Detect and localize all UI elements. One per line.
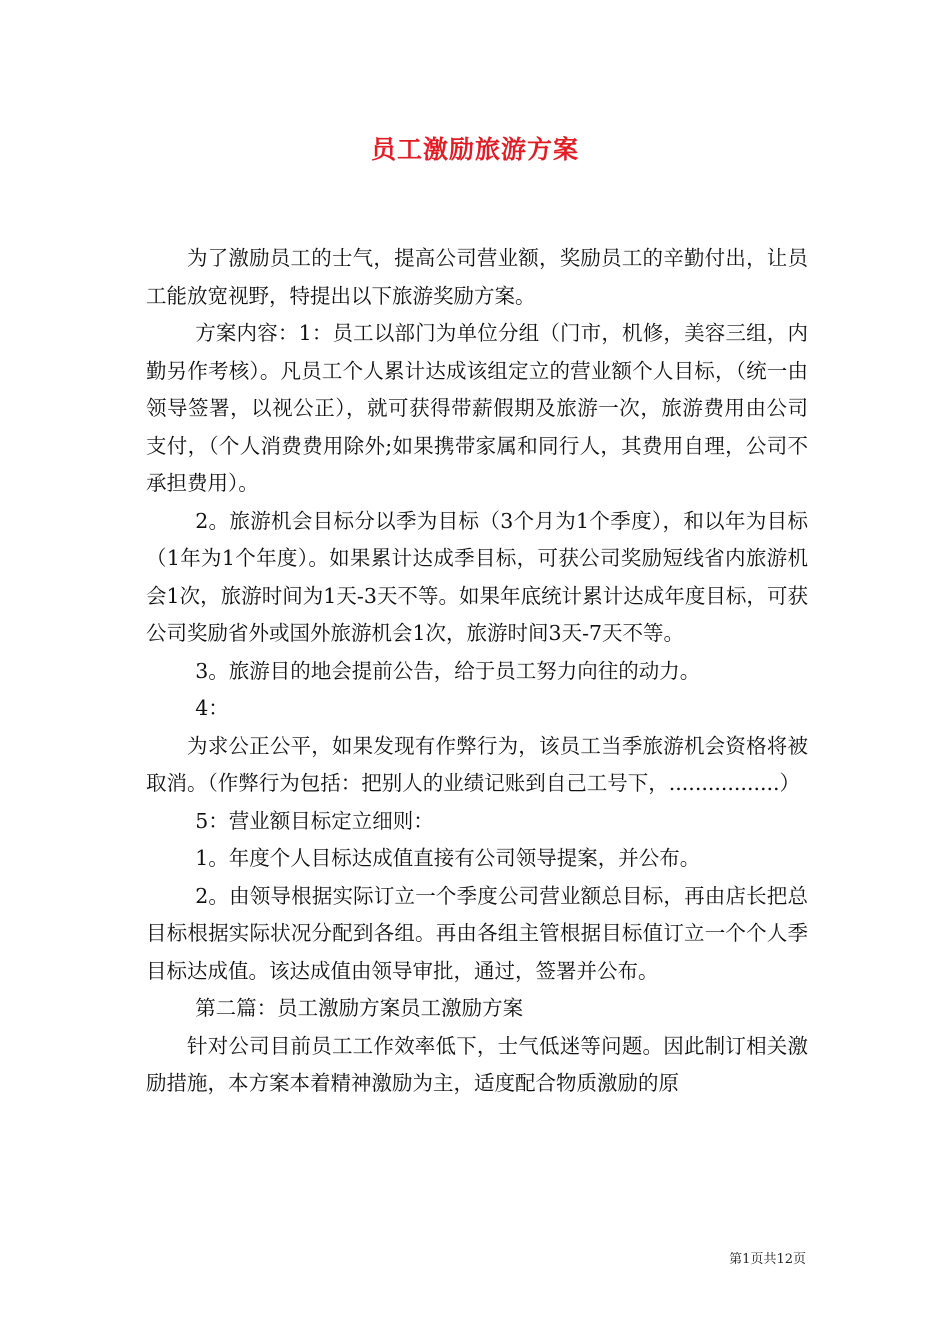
paragraph-item-4: 4：: [195, 696, 229, 720]
paragraph-rule-1: 1。年度个人目标达成值直接有公司领导提案，并公布。: [195, 846, 701, 870]
paragraph-item-3: 3。旅游目的地会提前公告，给于员工努力向往的动力。: [195, 658, 701, 683]
document-body: [146, 240, 808, 1103]
paragraph-chapter-2-heading: 第二篇：员工激励方案员工激励方案: [195, 996, 524, 1020]
paragraph-chapter-2-intro: 针对公司目前员工工作效率低下，士气低迷等问题。因此制订相关激励措施，本方案本着精神激励为主，适度配合物质激励的原: [146, 1033, 808, 1095]
paragraph-plan-content: 方案内容：1：员工以部门为单位分组（门市，机修，美容三组，内勤另作考核）。凡员工个人累计达成该组定立的营业额个人目标，（统一由领导签署，以视公正），就可获得带薪假期及旅游一次，旅游费用由公司支付，（个人消费费用除外;如果携带家属和同行人，其费用自理，公司不承担费用）。: [146, 321, 808, 495]
page-number-footer: 第1页共12页: [729, 1252, 806, 1267]
paragraph-item-2: 2。旅游机会目标分以季为目标（3个月为1个季度），和以年为目标（1年为1个年度）。如果累计达成季目标，可获公司奖励短线省内旅游机会1次，旅游时间为1天-3天不等。如果年底统计累计达成年度目标，可获公司奖励省外或国外旅游机会1次，旅游时间3天-7天不等。: [146, 508, 808, 645]
paragraph-fairness: 为求公正公平，如果发现有作弊行为，该员工当季旅游机会资格将被取消。（作弊行为包括：把别人的业绩记账到自己工号下，.................）: [146, 733, 808, 795]
paragraph-intro: 为了激励员工的士气，提高公司营业额，奖励员工的辛勤付出，让员工能放宽视野，特提出以下旅游奖励方案。: [146, 246, 808, 308]
paragraph-item-5: 5：营业额目标定立细则：: [195, 808, 434, 833]
paragraph-rule-2: 2。由领导根据实际订立一个季度公司营业额总目标，再由店长把总目标根据实际状况分配到各组。再由各组主管根据目标值订立一个个人季目标达成值。该达成值由领导审批，通过，签署并公布。: [146, 883, 808, 983]
document-title: 员工激励旅游方案: [370, 135, 579, 164]
